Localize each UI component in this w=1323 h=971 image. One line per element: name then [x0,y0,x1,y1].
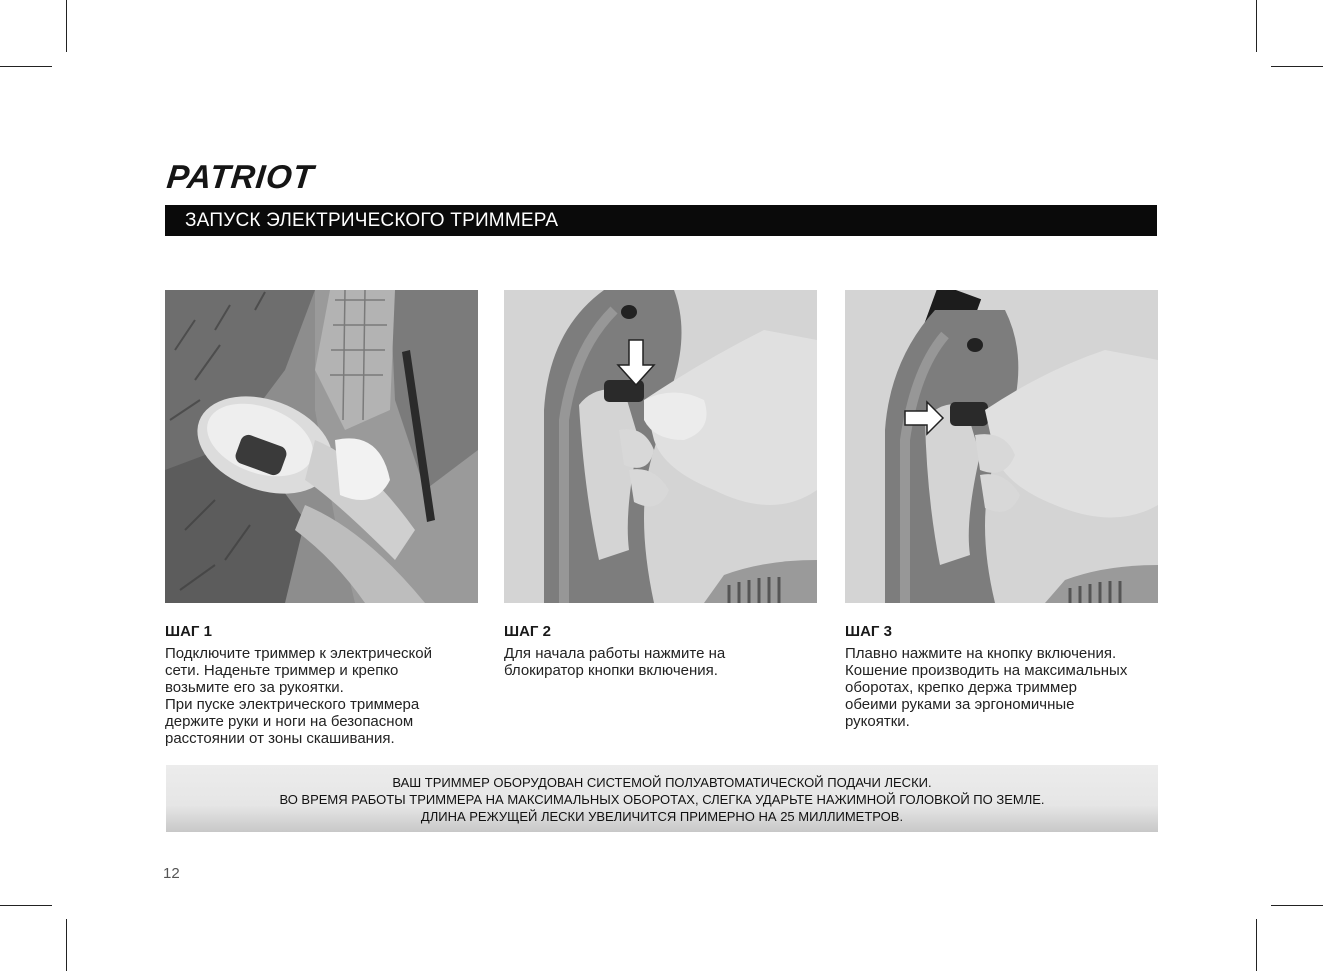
step-text-line: держите руки и ноги на безопасном [165,713,414,730]
step-text-line: обеими руками за эргономичные [845,696,1075,713]
crop-mark [1271,905,1323,906]
step-text-line: рукоятки. [845,713,910,730]
lock-button-photo [504,290,817,603]
trimmer-start-photo [165,290,478,603]
step-1-text [165,645,480,747]
step-1 [165,623,480,747]
step-text-line: возьмите его за рукоятки. [165,679,344,696]
step-text-line: блокиратор кнопки включения. [504,662,718,679]
step-text-line: Подключите триммер к электрической [165,645,433,662]
step-3-photo [845,290,1158,603]
power-button-photo [845,290,1158,603]
step-2-heading: ШАГ 2 [504,623,551,640]
note-line: ВАШ ТРИММЕР ОБОРУДОВАН СИСТЕМОЙ ПОЛУАВТОМАТИЧЕСКОЙ ПОДАЧИ ЛЕСКИ. [392,775,932,790]
brand-logo: PATRIOT [165,158,316,195]
step-1-photo [165,290,478,603]
step-3 [845,623,1160,730]
crop-mark [1256,0,1257,52]
section-title: ЗАПУСК ЭЛЕКТРИЧЕСКОГО ТРИММЕРА [185,210,559,231]
crop-mark [1256,919,1257,971]
step-text-line: Плавно нажмите на кнопку включения. [845,645,1117,662]
crop-mark [0,66,52,67]
step-text-line: сети. Наденьте триммер и крепко [165,662,399,679]
crop-mark [1271,66,1323,67]
crop-mark [0,905,52,906]
step-text-line: расстоянии от зоны скашивания. [165,730,395,747]
note-line: ВО ВРЕМЯ РАБОТЫ ТРИММЕРА НА МАКСИМАЛЬНЫХ ОБОРОТАХ, СЛЕГКА УДАРЬТЕ НАЖИМНОЙ ГОЛОВКОЙ ПО ЗЕМЛЕ. [279,792,1045,807]
crop-mark [66,0,67,52]
step-2 [504,623,819,679]
line-feed-note [166,765,1158,832]
step-text-line: оборотах, крепко держа триммер [845,679,1078,696]
step-2-photo [504,290,817,603]
page-number: 12 [163,865,180,882]
step-text-line: При пуске электрического триммера [165,696,420,713]
section-title-bar [165,205,1157,236]
note-line: ДЛИНА РЕЖУЩЕЙ ЛЕСКИ УВЕЛИЧИТСЯ ПРИМЕРНО НА 25 МИЛЛИМЕТРОВ. [420,809,904,824]
step-text-line: Кошение производить на максимальных [845,662,1128,679]
step-3-text [845,645,1160,730]
step-text-line: Для начала работы нажмите на [504,645,726,662]
step-3-heading: ШАГ 3 [845,623,892,640]
crop-mark [66,919,67,971]
step-2-text [504,645,819,679]
step-1-heading: ШАГ 1 [165,623,212,640]
